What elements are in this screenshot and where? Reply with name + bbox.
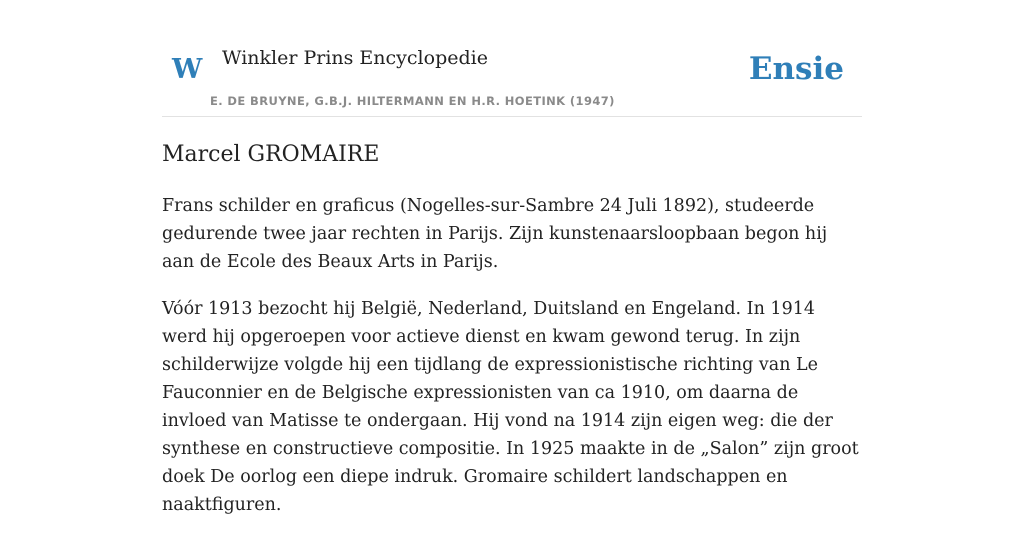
source-title[interactable]: Winkler Prins Encyclopedie — [222, 47, 488, 69]
source-logo[interactable]: W — [172, 54, 203, 85]
source-header — [162, 0, 862, 117]
article-paragraph: Vóór 1913 bezocht hij België, Nederland, Duitsland en Engeland. In 1914 werd hij opgeroepen voor actieve dienst en kwam gewond terug. In zijn schilderwijze volgde hij een tijdlang de expressionistische richting van Le Fauconnier en de Belgische expressionisten van ca 1910, om daarna de invloed van Matisse te ondergaan. Hij vond na 1914 zijn eigen weg: die der synthese en constructieve compositie. In 1925 maakte in de „Salon” zijn groot doek De oorlog een diepe indruk. Gromaire schildert landschappen en naaktfiguren. — [162, 299, 859, 515]
article-body — [162, 192, 862, 538]
article-title: Marcel GROMAIRE — [162, 142, 380, 167]
source-authors: E. DE BRUYNE, G.B.J. HILTERMANN EN H.R. HOETINK (1947) — [210, 94, 615, 108]
page-container — [162, 0, 862, 515]
brand-logo[interactable]: Ensie — [748, 51, 844, 87]
article-paragraph: Frans schilder en graficus (Nogelles-sur-Sambre 24 Juli 1892), studeerde gedurende twee jaar rechten in Parijs. Zijn kunstenaarsloopbaan begon hij aan de Ecole des Beaux Arts in Parijs. — [162, 196, 828, 272]
